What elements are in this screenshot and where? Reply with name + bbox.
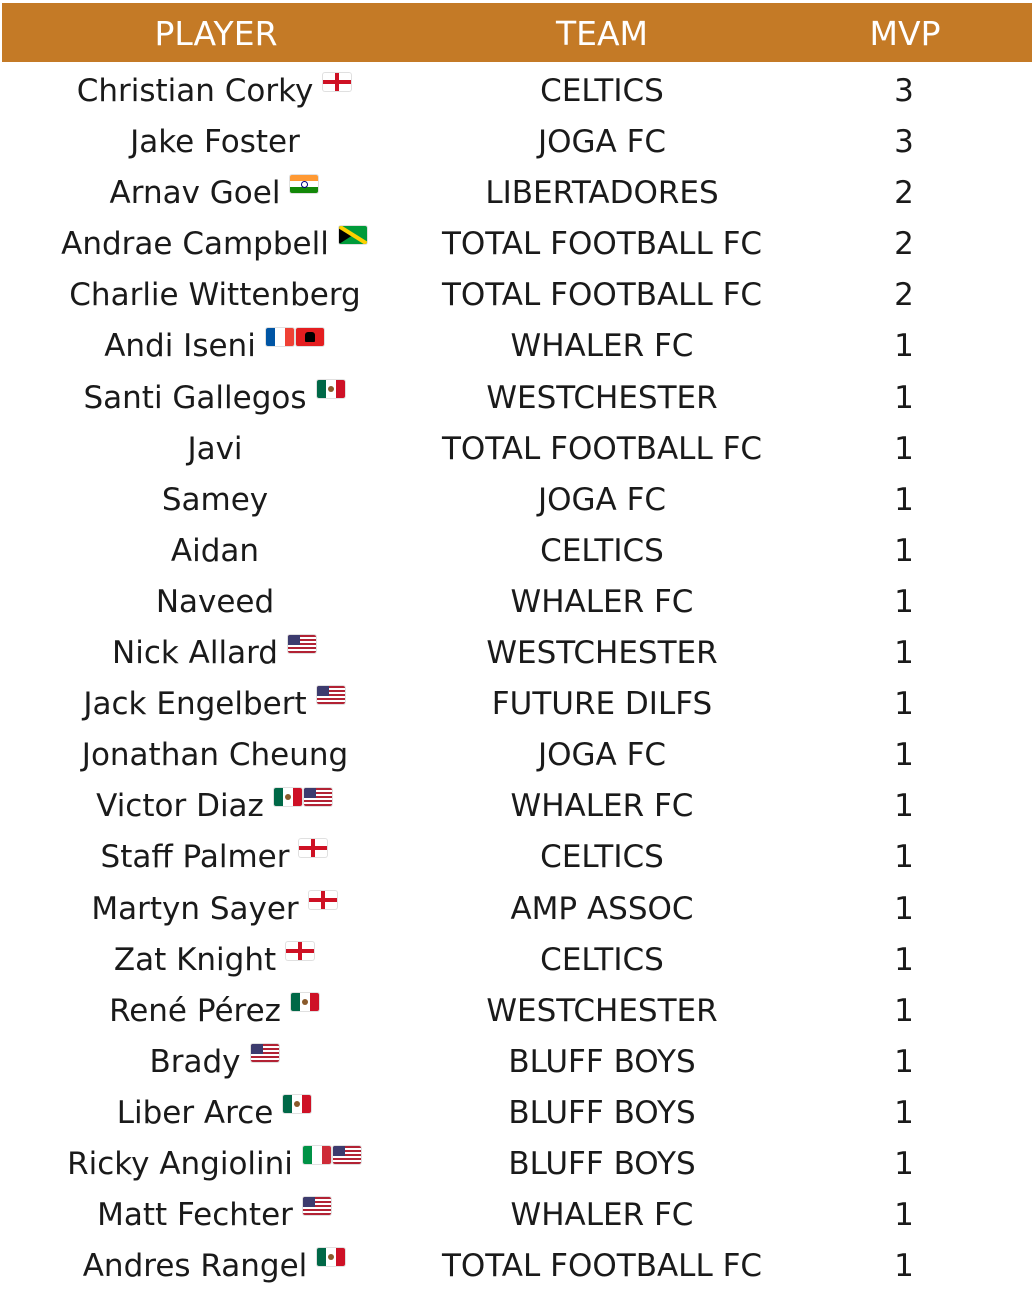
- player-cell: [0, 269, 430, 320]
- player-cell: [0, 1036, 430, 1087]
- flags-group: [303, 1138, 363, 1190]
- player-cell: [0, 1087, 430, 1138]
- mvp-cell: 1: [894, 328, 914, 365]
- table-row: [0, 423, 1034, 474]
- player-name: Christian Corky: [76, 73, 314, 109]
- mexico-flag-icon: [317, 380, 345, 398]
- player-name: Matt Fechter: [97, 1197, 293, 1234]
- table-row: [0, 320, 1034, 371]
- flags-group: [283, 1087, 313, 1139]
- team-cell: CELTICS: [540, 941, 664, 978]
- player-name: Samey: [161, 481, 269, 518]
- table-row: [0, 1036, 1034, 1087]
- player-cell: [0, 883, 430, 934]
- flags-group: [317, 678, 347, 730]
- team-cell: BLUFF BOYS: [508, 1094, 696, 1131]
- player-cell: [0, 576, 430, 627]
- mvp-cell: 1: [894, 941, 914, 978]
- flags-group: [286, 934, 316, 986]
- mvp-cell: 1: [894, 1145, 914, 1182]
- mvp-cell: 1: [894, 890, 914, 927]
- player-name: Victor Diaz: [96, 788, 264, 825]
- team-cell: BLUFF BOYS: [508, 1145, 696, 1182]
- team-cell: CELTICS: [540, 532, 664, 569]
- table-body: [0, 65, 1034, 1291]
- mexico-flag-icon: [317, 1248, 345, 1266]
- team-cell: WHALER FC: [510, 328, 694, 365]
- player-name: René Pérez: [109, 992, 281, 1029]
- player-cell: [0, 320, 430, 371]
- flags-group: [291, 985, 321, 1037]
- player-cell: [0, 831, 430, 882]
- mvp-cell: 1: [894, 379, 914, 416]
- mvp-cell: 1: [894, 1094, 914, 1131]
- table-row: [0, 269, 1034, 320]
- team-cell: WESTCHESTER: [486, 635, 718, 672]
- table-row: [0, 474, 1034, 525]
- player-name: Charlie Wittenberg: [69, 277, 361, 314]
- mvp-cell: 1: [894, 992, 914, 1029]
- team-cell: TOTAL FOOTBALL FC: [441, 226, 763, 263]
- mvp-cell: 2: [894, 226, 914, 263]
- usa-flag-icon: [304, 788, 332, 806]
- flags-group: [274, 780, 334, 832]
- team-cell: LIBERTADORES: [485, 175, 719, 212]
- mvp-cell: 2: [894, 277, 914, 314]
- table-row: [0, 1087, 1034, 1138]
- team-cell: JOGA FC: [537, 481, 667, 518]
- team-cell: CELTICS: [540, 839, 664, 876]
- player-cell: [0, 934, 430, 985]
- flags-group: [299, 831, 329, 883]
- player-cell: [0, 780, 430, 831]
- table-row: [0, 116, 1034, 167]
- usa-flag-icon: [317, 686, 345, 704]
- mexico-flag-icon: [274, 788, 302, 806]
- table-row: [0, 883, 1034, 934]
- player-cell: [0, 1138, 430, 1189]
- player-name: Nick Allard: [112, 635, 278, 672]
- player-name: Brady: [149, 1043, 241, 1080]
- table-row: [0, 780, 1034, 831]
- table-row: [0, 985, 1034, 1036]
- flags-group: [251, 1036, 281, 1088]
- player-name: Javi: [187, 430, 243, 467]
- player-name: Martyn Sayer: [91, 890, 299, 927]
- team-cell: TOTAL FOOTBALL FC: [441, 277, 763, 314]
- team-cell: WESTCHESTER: [486, 379, 718, 416]
- flags-group: [323, 65, 353, 117]
- italy-flag-icon: [303, 1146, 331, 1164]
- flags-group: [317, 372, 347, 424]
- mvp-cell: 3: [894, 73, 914, 109]
- mexico-flag-icon: [291, 993, 319, 1011]
- mvp-cell: 1: [894, 430, 914, 467]
- india-flag-icon: [290, 175, 318, 193]
- player-name: Aidan: [170, 532, 260, 569]
- table-row: [0, 1189, 1034, 1240]
- mvp-cell: 1: [894, 686, 914, 723]
- player-cell: [0, 218, 430, 269]
- mvp-cell: 1: [894, 583, 914, 620]
- england-flag-icon: [299, 839, 327, 857]
- player-name: Jake Foster: [130, 124, 300, 161]
- mvp-cell: 2: [894, 175, 914, 212]
- player-cell: [0, 65, 430, 116]
- player-name: Arnav Goel: [109, 175, 281, 212]
- team-cell: WESTCHESTER: [486, 992, 718, 1029]
- team-cell: CELTICS: [540, 73, 664, 109]
- table-row: [0, 576, 1034, 627]
- flags-group: [266, 320, 326, 372]
- player-cell: [0, 423, 430, 474]
- table-row: [0, 1138, 1034, 1189]
- header-player: PLAYER: [154, 14, 278, 53]
- mvp-cell: 1: [894, 1043, 914, 1080]
- team-cell: JOGA FC: [537, 737, 667, 774]
- mvp-cell: 1: [894, 635, 914, 672]
- team-cell: WHALER FC: [510, 788, 694, 825]
- player-cell: [0, 372, 430, 423]
- table-row: [0, 729, 1034, 780]
- table-row: [0, 831, 1034, 882]
- flags-group: [309, 883, 339, 935]
- player-name: Naveed: [155, 583, 275, 620]
- mvp-cell: 1: [894, 532, 914, 569]
- table-row: [0, 218, 1034, 269]
- mvp-cell: 1: [894, 737, 914, 774]
- france-flag-icon: [266, 328, 294, 346]
- table-row: [0, 372, 1034, 423]
- mvp-cell: 1: [894, 1197, 914, 1234]
- player-name: Jack Engelbert: [83, 686, 307, 723]
- table-header: [2, 3, 1032, 62]
- flags-group: [288, 627, 318, 679]
- player-name: Liber Arce: [116, 1094, 274, 1131]
- player-name: Ricky Angiolini: [67, 1145, 293, 1182]
- table-row: [0, 167, 1034, 218]
- usa-flag-icon: [251, 1044, 279, 1062]
- mvp-cell: 1: [894, 788, 914, 825]
- team-cell: BLUFF BOYS: [508, 1043, 696, 1080]
- jamaica-flag-icon: [339, 226, 367, 244]
- player-cell: [0, 1189, 430, 1240]
- header-team: TEAM: [555, 14, 649, 53]
- table-row: [0, 1240, 1034, 1291]
- england-flag-icon: [323, 73, 351, 91]
- player-cell: [0, 729, 430, 780]
- player-cell: [0, 116, 430, 167]
- player-name: Zat Knight: [113, 941, 277, 978]
- table-row: [0, 627, 1034, 678]
- team-cell: TOTAL FOOTBALL FC: [441, 430, 763, 467]
- team-cell: AMP ASSOC: [510, 890, 694, 927]
- player-cell: [0, 474, 430, 525]
- flags-group: [339, 218, 369, 270]
- flags-group: [317, 1240, 347, 1292]
- team-cell: JOGA FC: [537, 124, 667, 161]
- albania-flag-icon: [296, 328, 324, 346]
- player-cell: [0, 167, 430, 218]
- flags-group: [290, 167, 320, 219]
- player-name: Santi Gallegos: [83, 379, 307, 416]
- mvp-cell: 1: [894, 1248, 914, 1285]
- flags-group: [303, 1189, 333, 1241]
- england-flag-icon: [309, 891, 337, 909]
- player-name: Jonathan Cheung: [81, 737, 349, 774]
- player-name: Andres Rangel: [82, 1248, 308, 1285]
- england-flag-icon: [286, 942, 314, 960]
- team-cell: FUTURE DILFS: [491, 686, 713, 723]
- player-cell: [0, 985, 430, 1036]
- player-cell: [0, 1240, 430, 1291]
- mvp-cell: 1: [894, 481, 914, 518]
- table-row: [0, 934, 1034, 985]
- table-row: [0, 678, 1034, 729]
- player-name: Staff Palmer: [100, 839, 290, 876]
- usa-flag-icon: [333, 1146, 361, 1164]
- player-name: Andi Iseni: [104, 328, 256, 365]
- usa-flag-icon: [303, 1197, 331, 1215]
- mexico-flag-icon: [283, 1095, 311, 1113]
- header-mvp: MVP: [869, 14, 941, 53]
- team-cell: WHALER FC: [510, 583, 694, 620]
- team-cell: TOTAL FOOTBALL FC: [441, 1248, 763, 1285]
- player-cell: [0, 627, 430, 678]
- table-row: [0, 65, 1034, 116]
- mvp-cell: 1: [894, 839, 914, 876]
- table-row: [0, 525, 1034, 576]
- team-cell: WHALER FC: [510, 1197, 694, 1234]
- usa-flag-icon: [288, 635, 316, 653]
- player-cell: [0, 525, 430, 576]
- player-name: Andrae Campbell: [61, 226, 329, 263]
- player-cell: [0, 678, 430, 729]
- mvp-cell: 3: [894, 124, 914, 161]
